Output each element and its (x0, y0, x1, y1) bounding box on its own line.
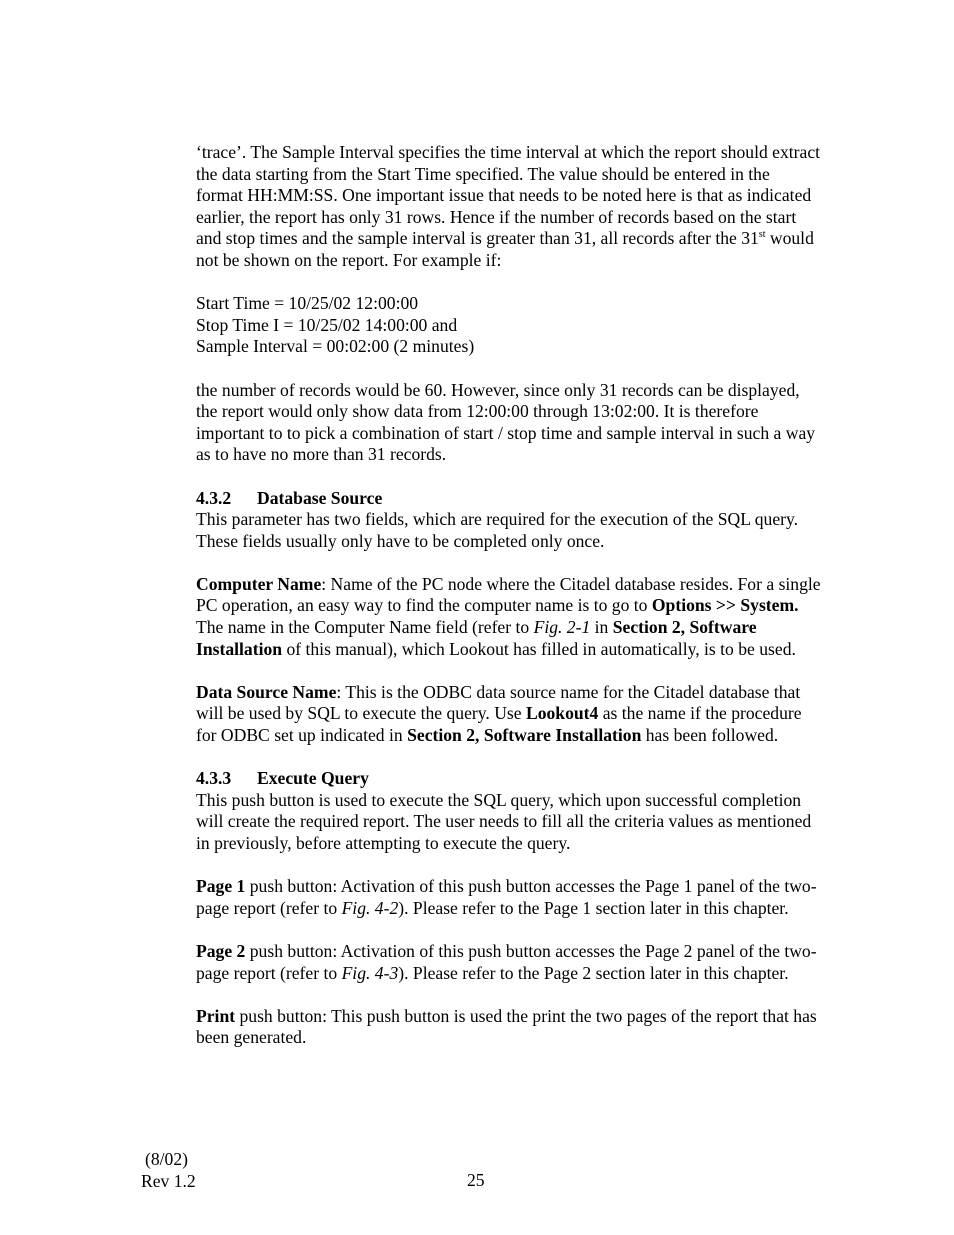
text: push button: Activation of this push button accesses the Page 2 panel of the two-page report (refer to (196, 940, 817, 983)
intro-text-end: would not be shown on the report. For example if: (196, 228, 814, 270)
section-ref: Section 2, Software Installation (196, 617, 757, 659)
figure-ref: Fig. 4-2 (341, 897, 399, 918)
print-paragraph (196, 1006, 821, 1049)
text: : This is the ODBC data source name for the Citadel database that will be used by SQL to execute the query. Use (196, 681, 801, 724)
text: push button: This push button is used the print the two pages of the report that has been generated. (196, 1005, 817, 1048)
page1-paragraph (196, 876, 821, 919)
data-source-name-term: Data Source Name (196, 681, 337, 702)
text: ). Please refer to the Page 1 section later in this chapter. (398, 897, 789, 918)
text: in (590, 617, 613, 638)
ordinal-superscript: st (758, 229, 766, 241)
revision-number: Rev 1.2 (141, 1170, 196, 1191)
section-number: 4.3.2 (196, 487, 232, 508)
text: ). Please refer to the Page 2 section later in this chapter. (398, 962, 789, 983)
print-term: Print (196, 1005, 236, 1026)
section-heading (196, 768, 821, 790)
example-start-time: Start Time = 10/25/02 12:00:00 (196, 293, 419, 314)
intro-text: ‘trace’. The Sample Interval specifies the time interval at which the report should extract the data starting from the Start Time specified. The value should be entered in the format HH:MM:SS. One important issue that needs to be noted here is that as indicated earlier, the report has only 31 rows. Hence if the number of records based on the start and stop times and the sample interval is greater than 31, all records after the 31 (196, 142, 821, 249)
data-source-name-paragraph (196, 682, 821, 747)
page1-term: Page 1 (196, 876, 246, 897)
section-number: 4.3.3 (196, 768, 232, 789)
text: has been followed. (641, 725, 779, 746)
intro-paragraph (196, 142, 821, 272)
page2-term: Page 2 (196, 940, 246, 961)
revision-date: (8/02) (145, 1149, 188, 1169)
section-title: Execute Query (257, 768, 369, 789)
computer-name-paragraph (196, 574, 821, 660)
page-number: 25 (467, 1170, 485, 1190)
text: as the name if the procedure for ODBC set up indicated in (196, 703, 802, 746)
section-body: This parameter has two fields, which are required for the execution of the SQL query. These fields usually only have to be completed only once. (196, 509, 799, 551)
text: The name in the Computer Name field (refer to (196, 617, 534, 638)
figure-ref: Fig. 4-3 (341, 962, 399, 983)
section-ref: Section 2, Software Installation (407, 725, 642, 746)
section-title: Database Source (257, 487, 383, 508)
page2-paragraph (196, 941, 821, 984)
records-paragraph: the number of records would be 60. However, since only 31 records can be displayed, the report would only show data from 12:00:00 through 13:02:00. It is therefore important to to pick a combination of start / stop time and sample interval in such a way as to have no more than 31 records. (196, 379, 816, 465)
text: push button: Activation of this push button accesses the Page 1 panel of the two-page report (refer to (196, 876, 817, 918)
section-body: This push button is used to execute the SQL query, which upon successful completion will create the required report. The user needs to fill all the criteria values as mentioned in previously, before attempting to execute the query. (196, 789, 812, 853)
text: of this manual), which Lookout has filled in automatically, is to be used. (282, 638, 796, 659)
computer-name-term: Computer Name (196, 573, 322, 594)
example-block (196, 293, 821, 358)
section-heading (196, 488, 821, 510)
page-body (196, 142, 821, 1071)
figure-ref: Fig. 2-1 (533, 617, 591, 638)
example-stop-time: Stop Time I = 10/25/02 14:00:00 and (196, 314, 458, 335)
section-4-3-3 (196, 768, 821, 854)
options-system-menu-ref: Options >> System. (651, 595, 799, 616)
example-sample-interval: Sample Interval = 00:02:00 (2 minutes) (196, 336, 475, 357)
section-4-3-2 (196, 488, 821, 553)
lookout4-ref: Lookout4 (525, 703, 599, 724)
text: : Name of the PC node where the Citadel database resides. For a single PC operation, an easy way to find the computer name is to go to (196, 573, 821, 616)
footer-revision (141, 1149, 196, 1192)
